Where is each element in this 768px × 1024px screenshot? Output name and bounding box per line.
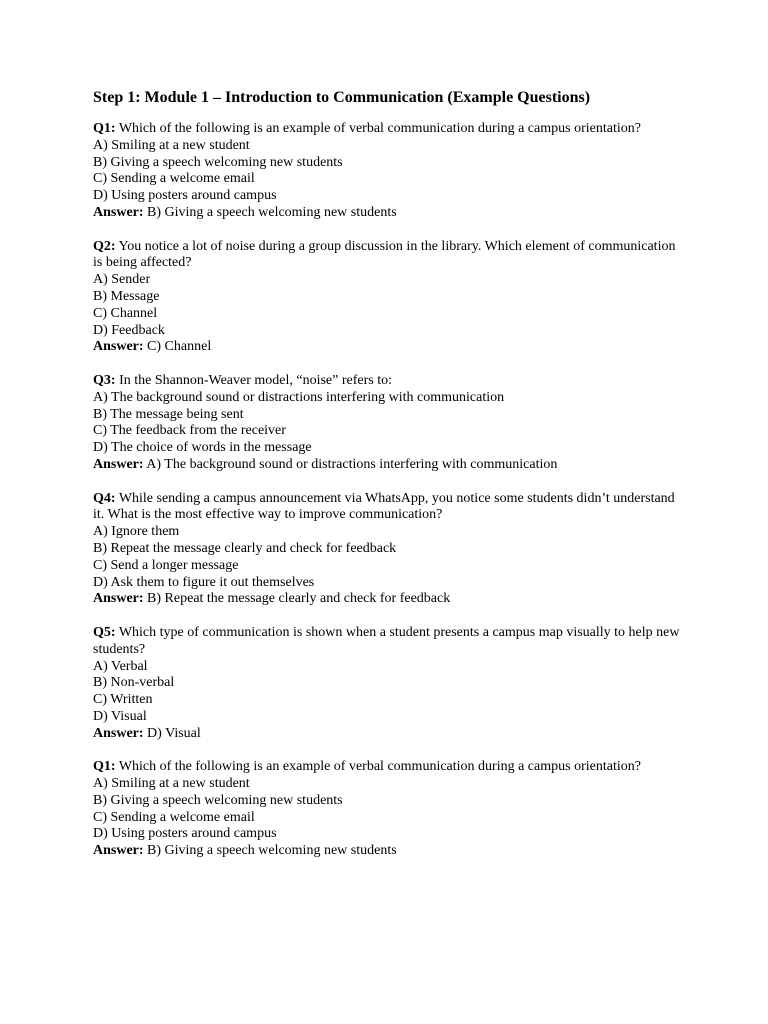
question-block <box>93 759 683 860</box>
answer-text: B) Repeat the message clearly and check for feedback <box>147 591 451 607</box>
question-body: Which of the following is an example of verbal communication during a campus orientation? <box>118 121 641 136</box>
option-d: D) The choice of words in the message <box>93 440 312 456</box>
question-block <box>93 121 683 222</box>
question-label: Q5: <box>93 624 116 640</box>
document-title: Step 1: Module 1 – Introduction to Communication (Example Questions) <box>93 89 591 106</box>
question-block <box>93 625 683 743</box>
question-block <box>93 373 683 474</box>
question-body: In the Shannon-Weaver model, “noise” refers to: <box>119 372 393 388</box>
answer-text: C) Channel <box>147 339 212 355</box>
option-a: A) Ignore them <box>93 524 180 540</box>
question-label: Q4: <box>93 490 116 506</box>
option-a: A) Sender <box>93 272 151 288</box>
question-text <box>93 491 683 525</box>
option-c: C) Sending a welcome email <box>93 171 255 187</box>
question-label: Q1: <box>93 759 116 775</box>
question-text <box>93 759 683 776</box>
option-d: D) Using posters around campus <box>93 826 277 842</box>
question-body: You notice a lot of noise during a group discussion in the library. Which element of communication is being affected? <box>93 238 676 271</box>
option-c: C) Send a longer message <box>93 557 239 573</box>
answer-label: Answer: <box>93 843 144 859</box>
option-b: B) Giving a speech welcoming new students <box>93 154 343 170</box>
question-body: While sending a campus announcement via WhatsApp, you notice some students didn’t understand it. What is the most effective way to improve communication? <box>93 490 675 523</box>
option-b: B) Giving a speech welcoming new students <box>93 792 343 808</box>
question-body: Which of the following is an example of verbal communication during a campus orientation? <box>118 759 641 775</box>
answer-text: B) Giving a speech welcoming new students <box>147 843 397 859</box>
option-b: B) Repeat the message clearly and check for feedback <box>93 540 397 556</box>
answer-text: A) The background sound or distractions interfering with communication <box>146 456 558 472</box>
answer-line <box>93 457 683 474</box>
question-block <box>93 491 683 609</box>
option-d: D) Visual <box>93 708 147 724</box>
option-c: C) Channel <box>93 305 158 321</box>
option-d: D) Using posters around campus <box>93 188 277 204</box>
document-page <box>93 87 683 877</box>
answer-line <box>93 591 683 608</box>
option-a: A) Verbal <box>93 658 148 674</box>
option-c: C) The feedback from the receiver <box>93 423 286 439</box>
option-a: A) Smiling at a new student <box>93 776 250 792</box>
answer-label: Answer: <box>93 456 144 472</box>
answer-line <box>93 843 683 860</box>
answer-text: D) Visual <box>147 725 201 741</box>
option-b: B) Message <box>93 288 160 304</box>
question-label: Q1: <box>93 121 116 136</box>
answer-text: B) Giving a speech welcoming new students <box>147 204 397 220</box>
question-text <box>93 239 683 273</box>
option-c: C) Sending a welcome email <box>93 809 255 825</box>
answer-label: Answer: <box>93 339 144 355</box>
answer-line <box>93 205 683 222</box>
question-label: Q3: <box>93 372 116 388</box>
answer-line <box>93 339 683 356</box>
question-text <box>93 625 683 659</box>
answer-label: Answer: <box>93 725 144 741</box>
option-b: B) Non-verbal <box>93 675 175 691</box>
option-b: B) The message being sent <box>93 406 244 422</box>
answer-label: Answer: <box>93 591 144 607</box>
option-c: C) Written <box>93 692 153 708</box>
option-d: D) Ask them to figure it out themselves <box>93 574 315 590</box>
answer-label: Answer: <box>93 204 144 220</box>
question-text <box>93 121 683 138</box>
option-d: D) Feedback <box>93 322 165 338</box>
question-block <box>93 239 683 357</box>
question-text <box>93 373 683 390</box>
answer-line <box>93 726 683 743</box>
question-label: Q2: <box>93 238 116 254</box>
question-body: Which type of communication is shown when a student presents a campus map visually to help new students? <box>93 624 680 657</box>
option-a: A) Smiling at a new student <box>93 137 250 153</box>
option-a: A) The background sound or distractions interfering with communication <box>93 389 505 405</box>
